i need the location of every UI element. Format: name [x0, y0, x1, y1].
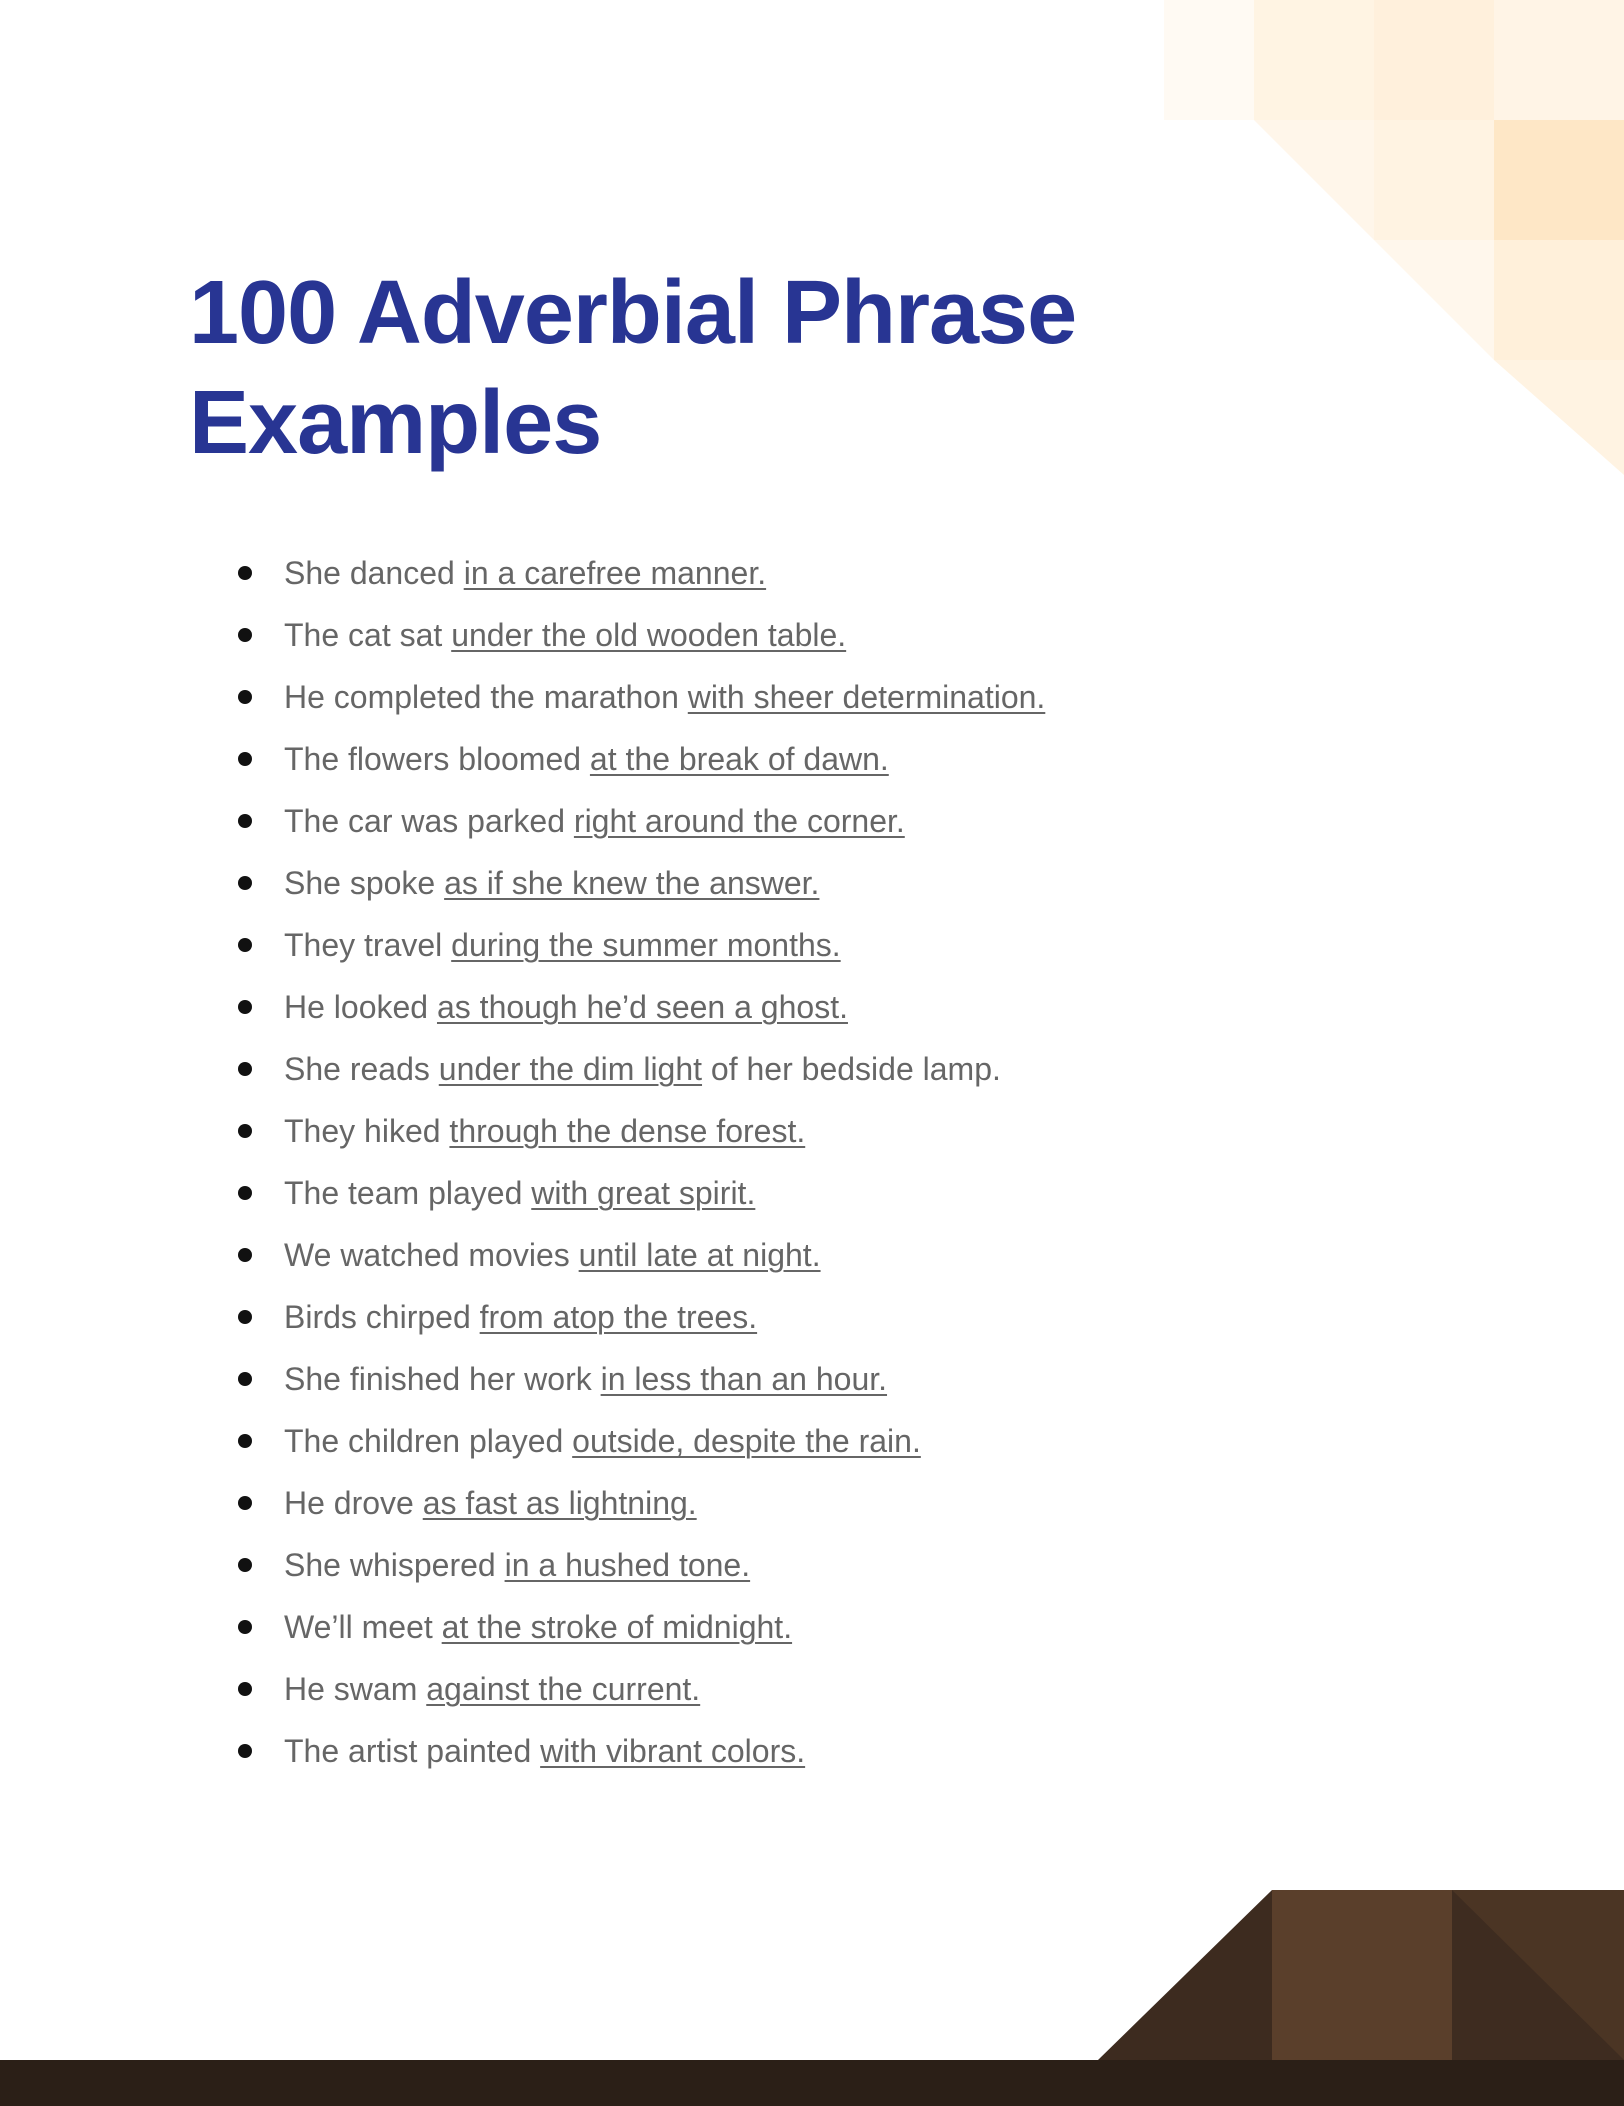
list-item	[0, 1224, 1045, 1286]
bottom-decoration	[0, 1890, 1624, 2106]
sentence-text: The car was parked	[284, 803, 574, 839]
bullet-icon	[238, 690, 252, 704]
adverbial-phrase: as fast as lightning.	[422, 1485, 697, 1521]
adverbial-phrase: outside, despite the rain.	[572, 1423, 921, 1459]
sentence-text: He swam	[284, 1671, 427, 1707]
sentence-text: She whispered	[284, 1547, 505, 1583]
adverbial-phrase: with sheer determination.	[687, 679, 1046, 715]
adverbial-phrase: through the dense forest.	[449, 1113, 806, 1149]
list-item	[0, 1100, 1045, 1162]
list-item	[0, 1348, 1045, 1410]
adverbial-phrase: with vibrant colors.	[540, 1733, 806, 1769]
adverbial-phrase: under the dim light	[438, 1051, 703, 1087]
adverbial-phrase: at the break of dawn.	[589, 741, 889, 777]
bullet-icon	[238, 1682, 252, 1696]
sentence-text: He looked	[284, 989, 437, 1025]
bullet-icon	[238, 938, 252, 952]
list-item	[0, 1658, 1045, 1720]
sentence-text: He drove	[284, 1485, 423, 1521]
list-item	[0, 728, 1045, 790]
bullet-icon	[238, 1248, 252, 1262]
adverbial-phrase: as if she knew the answer.	[444, 865, 820, 901]
sentence-text: The flowers bloomed	[284, 741, 590, 777]
examples-list	[0, 542, 1045, 1782]
list-item	[0, 604, 1045, 666]
bullet-icon	[238, 1124, 252, 1138]
list-item	[0, 1162, 1045, 1224]
adverbial-phrase: under the old wooden table.	[451, 617, 847, 653]
adverbial-phrase: during the summer months.	[451, 927, 841, 963]
list-item	[0, 790, 1045, 852]
list-item	[0, 1286, 1045, 1348]
adverbial-phrase: right around the corner.	[573, 803, 905, 839]
sentence-text: The cat sat	[284, 617, 452, 653]
bullet-icon	[238, 752, 252, 766]
adverbial-phrase: in less than an hour.	[600, 1361, 888, 1397]
sentence-text: They hiked	[284, 1113, 450, 1149]
adverbial-phrase: as though he’d seen a ghost.	[436, 989, 848, 1025]
bullet-icon	[238, 1744, 252, 1758]
sentence-text: She danced	[284, 555, 464, 591]
sentence-text: The children played	[284, 1423, 573, 1459]
bullet-icon	[238, 814, 252, 828]
bullet-icon	[238, 1310, 252, 1324]
list-item	[0, 976, 1045, 1038]
list-item	[0, 1534, 1045, 1596]
bullet-icon	[238, 1000, 252, 1014]
adverbial-phrase: from atop the trees.	[479, 1299, 758, 1335]
sentence-text: The team played	[284, 1175, 532, 1211]
sentence-text: The artist painted	[284, 1733, 541, 1769]
bullet-icon	[238, 876, 252, 890]
bullet-icon	[238, 628, 252, 642]
sentence-text: She spoke	[284, 865, 445, 901]
list-item	[0, 852, 1045, 914]
adverbial-phrase: in a hushed tone.	[504, 1547, 751, 1583]
sentence-text: Birds chirped	[284, 1299, 480, 1335]
sentence-text: We watched movies	[284, 1237, 579, 1273]
top-right-decoration	[1164, 0, 1624, 480]
bullet-icon	[238, 566, 252, 580]
list-item	[0, 1596, 1045, 1658]
bullet-icon	[238, 1620, 252, 1634]
adverbial-phrase: against the current.	[426, 1671, 701, 1707]
page-title: 100 Adverbial Phrase Examples	[189, 263, 1077, 473]
sentence-text: They travel	[284, 927, 452, 963]
list-item	[0, 914, 1045, 976]
adverbial-phrase: in a carefree manner.	[463, 555, 767, 591]
list-item	[0, 1720, 1045, 1782]
sentence-text: He completed the marathon	[284, 679, 688, 715]
list-item	[0, 666, 1045, 728]
bullet-icon	[238, 1372, 252, 1386]
sentence-text: We’ll meet	[284, 1609, 442, 1645]
sentence-text-after: of her bedside lamp.	[702, 1051, 1001, 1087]
adverbial-phrase: at the stroke of midnight.	[441, 1609, 793, 1645]
list-item	[0, 1038, 1045, 1100]
bullet-icon	[238, 1062, 252, 1076]
list-item	[0, 1410, 1045, 1472]
list-item	[0, 542, 1045, 604]
bullet-icon	[238, 1496, 252, 1510]
bullet-icon	[238, 1434, 252, 1448]
sentence-text: She reads	[284, 1051, 439, 1087]
sentence-text: She finished her work	[284, 1361, 601, 1397]
bullet-icon	[238, 1186, 252, 1200]
list-item	[0, 1472, 1045, 1534]
bullet-icon	[238, 1558, 252, 1572]
adverbial-phrase: with great spirit.	[531, 1175, 756, 1211]
adverbial-phrase: until late at night.	[578, 1237, 821, 1273]
